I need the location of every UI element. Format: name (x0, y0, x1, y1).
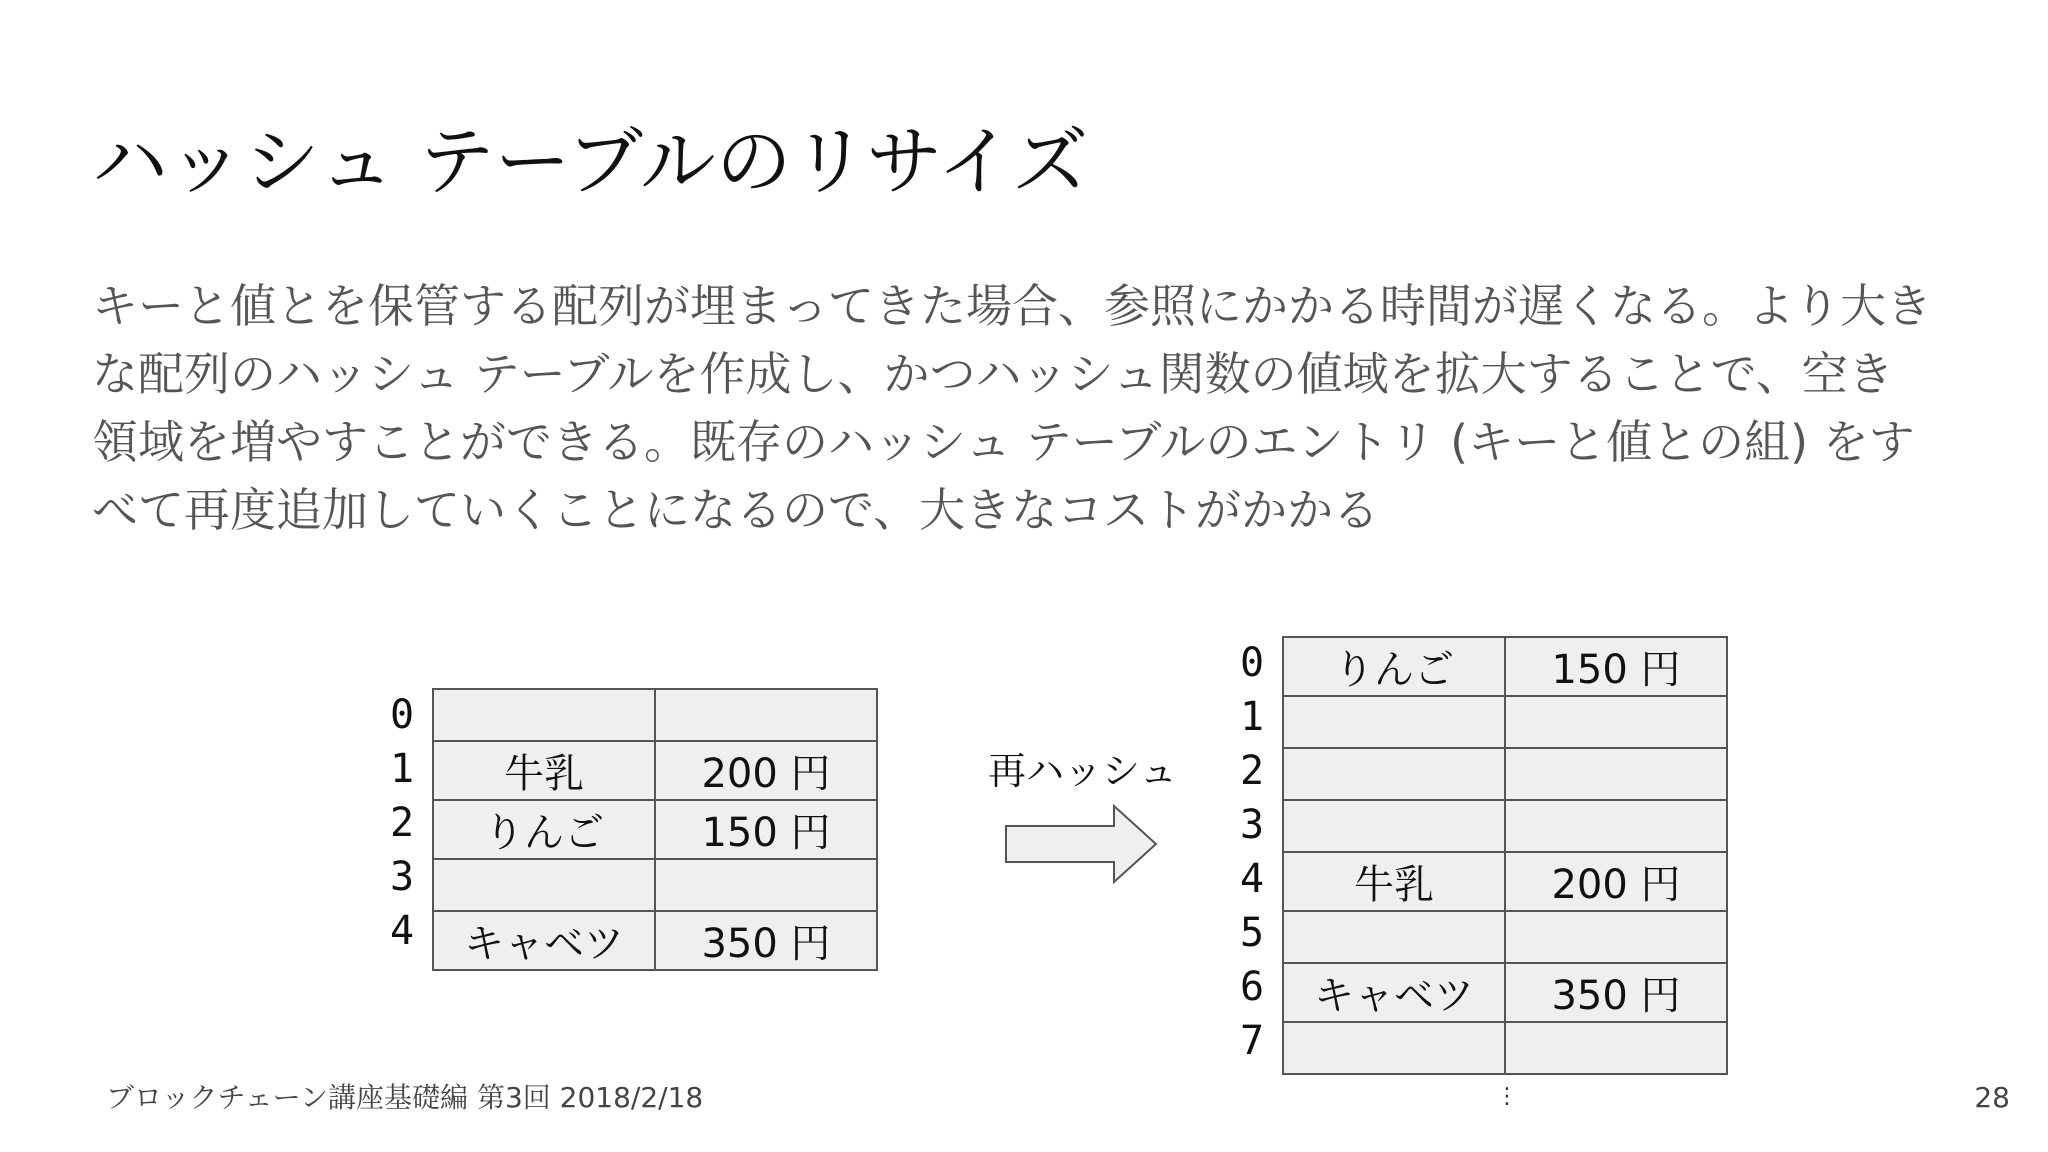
key-cell (1283, 800, 1505, 852)
slide-title: ハッシュ テーブルのリサイズ (92, 117, 1089, 206)
rehash-label: 再ハッシュ (988, 749, 1178, 793)
table-row (1283, 637, 1727, 696)
key-cell (1283, 911, 1505, 963)
table-row (1283, 852, 1727, 911)
table-row (1283, 800, 1727, 852)
vertical-ellipsis-icon[interactable]: ⋮ (1496, 1084, 1518, 1109)
value-cell: 150 円 (1505, 637, 1727, 696)
table-row (1283, 1022, 1727, 1074)
value-cell: 200 円 (655, 741, 877, 800)
row-index: 3 (390, 854, 415, 900)
value-cell (1505, 800, 1727, 852)
body-line: な配列のハッシュ テーブルを作成し、かつハッシュ関数の値域を拡大することで、空き (92, 347, 1894, 401)
slide-body (92, 272, 1992, 544)
row-index: 6 (1240, 964, 1265, 1010)
key-cell (433, 859, 655, 911)
row-index: 0 (1240, 640, 1265, 686)
row-index: 1 (1240, 694, 1265, 740)
row-index: 4 (1240, 856, 1265, 902)
key-cell: りんご (1283, 637, 1505, 696)
footer-course-label: ブロックチェーン講座基礎編 第3回 2018/2/18 (106, 1081, 704, 1114)
table-row (433, 689, 877, 741)
key-cell (1283, 1022, 1505, 1074)
value-cell: 350 円 (655, 911, 877, 970)
table-row (1283, 963, 1727, 1022)
value-cell (655, 689, 877, 741)
large-hash-table (1282, 636, 1728, 1075)
key-cell: キャベツ (1283, 963, 1505, 1022)
page-number: 28 (1974, 1081, 2010, 1114)
key-cell: 牛乳 (1283, 852, 1505, 911)
value-cell (1505, 748, 1727, 800)
key-cell (1283, 748, 1505, 800)
value-cell (1505, 911, 1727, 963)
table-row (1283, 748, 1727, 800)
table-row (433, 800, 877, 859)
small-hash-table (432, 688, 878, 971)
key-cell: りんご (433, 800, 655, 859)
body-line: べて再度追加していくことになるので、大きなコストがかかる (92, 483, 1380, 537)
row-index: 2 (1240, 748, 1265, 794)
table-row (1283, 911, 1727, 963)
table-row (433, 911, 877, 970)
key-cell (433, 689, 655, 741)
row-index: 1 (390, 746, 415, 792)
value-cell (655, 859, 877, 911)
row-index: 5 (1240, 910, 1265, 956)
key-cell: 牛乳 (433, 741, 655, 800)
value-cell: 350 円 (1505, 963, 1727, 1022)
value-cell (1505, 696, 1727, 748)
right-arrow-icon (1004, 804, 1164, 884)
row-index: 0 (390, 692, 415, 738)
row-index: 7 (1240, 1018, 1265, 1064)
table-row (433, 741, 877, 800)
row-index: 3 (1240, 802, 1265, 848)
row-index: 4 (390, 908, 415, 954)
body-line: 領域を増やすことができる。既存のハッシュ テーブルのエントリ (キーと値との組) をす (92, 415, 1915, 469)
table-row (1283, 696, 1727, 748)
key-cell (1283, 696, 1505, 748)
table-row (433, 859, 877, 911)
key-cell: キャベツ (433, 911, 655, 970)
value-cell: 200 円 (1505, 852, 1727, 911)
body-line: キーと値とを保管する配列が埋まってきた場合、参照にかかる時間が遅くなる。より大き (92, 279, 1932, 333)
value-cell: 150 円 (655, 800, 877, 859)
row-index: 2 (390, 800, 415, 846)
value-cell (1505, 1022, 1727, 1074)
